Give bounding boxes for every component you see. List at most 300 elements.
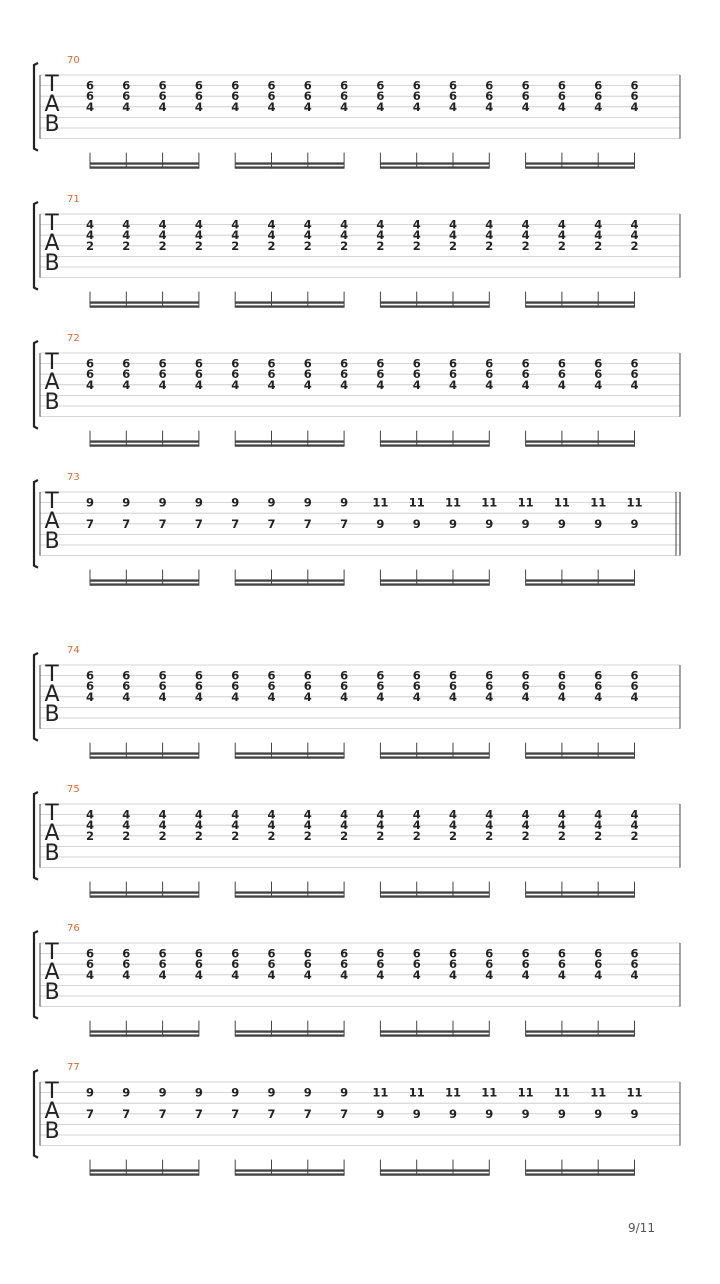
fret-number: 9 xyxy=(594,516,603,531)
fret-number: 4 xyxy=(376,377,385,392)
fret-number: 2 xyxy=(194,828,203,843)
fret-number: 4 xyxy=(448,967,458,982)
fret-number: 4 xyxy=(448,228,458,243)
fret-number: 11 xyxy=(444,495,462,510)
fret-number: 4 xyxy=(557,818,566,833)
fret-number: 4 xyxy=(122,818,131,833)
fret-number: 2 xyxy=(158,238,167,253)
fret-number: 2 xyxy=(267,238,276,253)
system-bracket xyxy=(34,931,38,1019)
fret-number: 4 xyxy=(630,967,639,982)
fret-number: 9 xyxy=(521,516,530,531)
tab-clef-a: A xyxy=(44,370,60,395)
fret-number: 6 xyxy=(231,679,240,694)
fret-number: 4 xyxy=(194,689,203,704)
tab-clef-b: B xyxy=(44,529,60,554)
fret-number: 6 xyxy=(231,668,240,683)
fret-number: 4 xyxy=(340,217,349,232)
fret-number: 9 xyxy=(412,1106,421,1121)
fret-number: 6 xyxy=(557,668,566,683)
fret-number: 6 xyxy=(303,89,312,104)
fret-number: 6 xyxy=(267,946,276,961)
fret-number: 4 xyxy=(158,217,167,232)
fret-number: 4 xyxy=(194,377,203,392)
fret-number: 4 xyxy=(412,967,421,982)
fret-number: 6 xyxy=(340,668,349,683)
fret-number: 2 xyxy=(485,238,494,253)
fret-number: 4 xyxy=(630,818,639,833)
fret-number: 2 xyxy=(158,828,167,843)
fret-number: 4 xyxy=(630,807,639,822)
fret-number: 6 xyxy=(303,679,312,694)
fret-number: 6 xyxy=(303,78,312,93)
tab-system xyxy=(34,923,680,1037)
fret-number: 6 xyxy=(194,668,203,683)
fret-number: 6 xyxy=(158,89,167,104)
fret-number: 6 xyxy=(412,356,421,371)
fret-number: 6 xyxy=(85,946,95,961)
fret-number: 6 xyxy=(630,89,639,104)
fret-number: 6 xyxy=(557,946,566,961)
fret-number: 4 xyxy=(267,689,276,704)
tab-clef-t: T xyxy=(45,662,59,687)
fret-number: 6 xyxy=(557,679,566,694)
fret-number: 6 xyxy=(340,89,349,104)
fret-number: 6 xyxy=(521,89,530,104)
fret-number: 4 xyxy=(521,377,530,392)
fret-number: 9 xyxy=(448,516,458,531)
fret-number: 6 xyxy=(448,356,458,371)
fret-number: 4 xyxy=(303,99,312,114)
fret-number: 2 xyxy=(521,828,530,843)
fret-number: 6 xyxy=(594,356,603,371)
fret-number: 4 xyxy=(85,377,95,392)
fret-number: 2 xyxy=(340,828,349,843)
fret-number: 4 xyxy=(340,99,349,114)
fret-number: 4 xyxy=(158,689,167,704)
fret-number: 4 xyxy=(340,689,349,704)
fret-number: 4 xyxy=(594,99,603,114)
fret-number: 7 xyxy=(267,516,276,531)
fret-number: 4 xyxy=(485,377,494,392)
fret-number: 4 xyxy=(340,818,349,833)
fret-number: 6 xyxy=(267,356,276,371)
fret-number: 6 xyxy=(267,89,276,104)
fret-number: 11 xyxy=(553,495,570,510)
fret-number: 4 xyxy=(158,818,167,833)
fret-number: 6 xyxy=(303,367,312,382)
fret-number: 6 xyxy=(521,679,530,694)
fret-number: 6 xyxy=(267,679,276,694)
fret-number: 4 xyxy=(231,818,240,833)
fret-number: 9 xyxy=(158,1085,167,1100)
fret-number: 6 xyxy=(485,957,494,972)
fret-number: 4 xyxy=(412,818,421,833)
fret-number: 6 xyxy=(194,78,203,93)
fret-number: 7 xyxy=(340,516,349,531)
fret-number: 6 xyxy=(594,957,603,972)
fret-number: 6 xyxy=(85,89,95,104)
fret-number: 6 xyxy=(630,356,639,371)
fret-number: 2 xyxy=(521,238,530,253)
fret-number: 11 xyxy=(590,1085,607,1100)
fret-number: 6 xyxy=(594,946,603,961)
fret-number: 9 xyxy=(448,1106,458,1121)
fret-number: 6 xyxy=(557,957,566,972)
fret-number: 2 xyxy=(340,238,349,253)
fret-number: 9 xyxy=(340,1085,349,1100)
fret-number: 6 xyxy=(303,668,312,683)
fret-number: 6 xyxy=(158,356,167,371)
system-bracket xyxy=(34,1070,38,1158)
tab-clef-t: T xyxy=(45,211,59,236)
fret-number: 4 xyxy=(194,818,203,833)
fret-number: 2 xyxy=(630,828,639,843)
fret-number: 2 xyxy=(412,238,421,253)
fret-number: 6 xyxy=(521,668,530,683)
fret-number: 4 xyxy=(122,228,131,243)
fret-number: 6 xyxy=(412,679,421,694)
fret-number: 4 xyxy=(340,967,349,982)
tab-clef-a: A xyxy=(44,231,60,256)
fret-number: 4 xyxy=(303,967,312,982)
tab-system xyxy=(34,194,680,308)
fret-number: 4 xyxy=(303,689,312,704)
fret-number: 4 xyxy=(376,818,385,833)
system-bracket xyxy=(34,792,38,880)
fret-number: 6 xyxy=(85,957,95,972)
fret-number: 11 xyxy=(517,495,534,510)
fret-number: 9 xyxy=(194,495,203,510)
fret-number: 4 xyxy=(485,818,494,833)
fret-number: 6 xyxy=(485,946,494,961)
fret-number: 6 xyxy=(485,89,494,104)
fret-number: 2 xyxy=(122,828,131,843)
fret-number: 6 xyxy=(485,356,494,371)
fret-number: 6 xyxy=(303,957,312,972)
fret-number: 4 xyxy=(448,807,458,822)
fret-number: 4 xyxy=(521,228,530,243)
fret-number: 6 xyxy=(485,367,494,382)
fret-number: 6 xyxy=(194,367,203,382)
fret-number: 11 xyxy=(408,495,425,510)
fret-number: 6 xyxy=(85,356,95,371)
fret-number: 2 xyxy=(85,238,95,253)
fret-number: 6 xyxy=(158,367,167,382)
tab-clef-b: B xyxy=(44,390,60,415)
fret-number: 6 xyxy=(448,946,458,961)
fret-number: 4 xyxy=(412,99,421,114)
fret-number: 11 xyxy=(444,1085,462,1100)
fret-number: 2 xyxy=(630,238,639,253)
system-bracket xyxy=(34,341,38,429)
fret-number: 4 xyxy=(376,689,385,704)
fret-number: 6 xyxy=(340,367,349,382)
fret-number: 7 xyxy=(122,516,131,531)
tab-system xyxy=(34,1062,680,1176)
measure-number: 73 xyxy=(67,472,80,483)
fret-number: 6 xyxy=(122,356,131,371)
fret-number: 7 xyxy=(340,1106,349,1121)
fret-number: 4 xyxy=(412,689,421,704)
fret-number: 2 xyxy=(412,828,421,843)
system-bracket xyxy=(34,202,38,290)
fret-number: 4 xyxy=(594,807,603,822)
fret-number: 7 xyxy=(85,1106,95,1121)
fret-number: 4 xyxy=(231,689,240,704)
fret-number: 9 xyxy=(85,1085,95,1100)
fret-number: 4 xyxy=(85,967,95,982)
fret-number: 6 xyxy=(557,356,566,371)
fret-number: 7 xyxy=(303,516,312,531)
fret-number: 4 xyxy=(448,818,458,833)
fret-number: 4 xyxy=(448,377,458,392)
fret-number: 6 xyxy=(231,367,240,382)
fret-number: 2 xyxy=(303,828,312,843)
fret-number: 9 xyxy=(521,1106,530,1121)
tab-clef-t: T xyxy=(45,801,59,826)
system-bracket xyxy=(34,653,38,741)
measure-number: 75 xyxy=(67,784,80,795)
fret-number: 4 xyxy=(122,807,131,822)
fret-number: 4 xyxy=(194,807,203,822)
fret-number: 4 xyxy=(267,217,276,232)
fret-number: 11 xyxy=(481,495,498,510)
fret-number: 4 xyxy=(85,807,95,822)
fret-number: 4 xyxy=(594,818,603,833)
fret-number: 4 xyxy=(303,807,312,822)
fret-number: 4 xyxy=(557,807,566,822)
fret-number: 4 xyxy=(340,228,349,243)
fret-number: 6 xyxy=(340,957,349,972)
fret-number: 4 xyxy=(267,818,276,833)
fret-number: 6 xyxy=(448,957,458,972)
fret-number: 6 xyxy=(376,356,385,371)
fret-number: 6 xyxy=(194,946,203,961)
fret-number: 4 xyxy=(485,689,494,704)
fret-number: 6 xyxy=(231,946,240,961)
fret-number: 4 xyxy=(194,967,203,982)
fret-number: 6 xyxy=(231,356,240,371)
tab-system xyxy=(34,472,680,586)
fret-number: 2 xyxy=(557,828,566,843)
fret-number: 6 xyxy=(85,367,95,382)
fret-number: 2 xyxy=(231,828,240,843)
fret-number: 4 xyxy=(485,217,494,232)
fret-number: 11 xyxy=(372,495,389,510)
fret-number: 6 xyxy=(485,668,494,683)
fret-number: 6 xyxy=(630,957,639,972)
fret-number: 9 xyxy=(231,495,240,510)
fret-number: 6 xyxy=(122,89,131,104)
fret-number: 6 xyxy=(85,78,95,93)
fret-number: 4 xyxy=(630,99,639,114)
fret-number: 4 xyxy=(630,217,639,232)
fret-number: 4 xyxy=(630,377,639,392)
fret-number: 4 xyxy=(122,217,131,232)
fret-number: 7 xyxy=(194,1106,203,1121)
tab-clef-t: T xyxy=(45,72,59,97)
fret-number: 4 xyxy=(158,228,167,243)
fret-number: 4 xyxy=(303,818,312,833)
fret-number: 9 xyxy=(267,1085,276,1100)
fret-number: 6 xyxy=(376,78,385,93)
fret-number: 2 xyxy=(85,828,95,843)
fret-number: 6 xyxy=(521,78,530,93)
fret-number: 6 xyxy=(267,78,276,93)
fret-number: 6 xyxy=(630,367,639,382)
fret-number: 6 xyxy=(557,367,566,382)
fret-number: 6 xyxy=(340,78,349,93)
fret-number: 4 xyxy=(85,217,95,232)
fret-number: 4 xyxy=(122,967,131,982)
fret-number: 4 xyxy=(485,228,494,243)
fret-number: 4 xyxy=(303,228,312,243)
fret-number: 4 xyxy=(85,99,95,114)
fret-number: 9 xyxy=(594,1106,603,1121)
fret-number: 6 xyxy=(267,668,276,683)
fret-number: 6 xyxy=(194,89,203,104)
fret-number: 4 xyxy=(267,377,276,392)
fret-number: 6 xyxy=(448,89,458,104)
fret-number: 4 xyxy=(594,689,603,704)
fret-number: 9 xyxy=(158,495,167,510)
fret-number: 6 xyxy=(448,679,458,694)
fret-number: 6 xyxy=(412,946,421,961)
fret-number: 4 xyxy=(231,967,240,982)
fret-number: 11 xyxy=(553,1085,570,1100)
tab-clef-a: A xyxy=(44,960,60,985)
fret-number: 6 xyxy=(448,367,458,382)
tab-clef-b: B xyxy=(44,702,60,727)
fret-number: 4 xyxy=(158,377,167,392)
fret-number: 2 xyxy=(376,828,385,843)
fret-number: 4 xyxy=(557,228,566,243)
fret-number: 4 xyxy=(267,807,276,822)
fret-number: 11 xyxy=(590,495,607,510)
fret-number: 6 xyxy=(485,78,494,93)
fret-number: 4 xyxy=(122,377,131,392)
fret-number: 9 xyxy=(303,1085,312,1100)
tab-system xyxy=(34,645,680,759)
fret-number: 9 xyxy=(376,1106,385,1121)
fret-number: 9 xyxy=(412,516,421,531)
fret-number: 4 xyxy=(521,99,530,114)
fret-number: 6 xyxy=(521,957,530,972)
fret-number: 4 xyxy=(122,99,131,114)
fret-number: 4 xyxy=(557,967,566,982)
measure-number: 77 xyxy=(67,1062,80,1073)
fret-number: 6 xyxy=(122,367,131,382)
fret-number: 11 xyxy=(626,1085,643,1100)
fret-number: 11 xyxy=(408,1085,425,1100)
fret-number: 6 xyxy=(303,356,312,371)
tab-clef-b: B xyxy=(44,112,60,137)
fret-number: 4 xyxy=(194,217,203,232)
fret-number: 6 xyxy=(557,89,566,104)
fret-number: 4 xyxy=(521,967,530,982)
fret-number: 7 xyxy=(194,516,203,531)
fret-number: 6 xyxy=(412,78,421,93)
fret-number: 4 xyxy=(85,689,95,704)
fret-number: 4 xyxy=(158,99,167,114)
fret-number: 6 xyxy=(594,679,603,694)
fret-number: 7 xyxy=(303,1106,312,1121)
fret-number: 4 xyxy=(485,967,494,982)
fret-number: 9 xyxy=(485,516,494,531)
fret-number: 9 xyxy=(85,495,95,510)
fret-number: 6 xyxy=(122,78,131,93)
fret-number: 9 xyxy=(557,516,566,531)
fret-number: 4 xyxy=(557,217,566,232)
fret-number: 4 xyxy=(594,228,603,243)
fret-number: 4 xyxy=(376,228,385,243)
fret-number: 6 xyxy=(376,957,385,972)
fret-number: 7 xyxy=(231,516,240,531)
fret-number: 4 xyxy=(448,217,458,232)
fret-number: 4 xyxy=(521,807,530,822)
fret-number: 4 xyxy=(376,217,385,232)
tab-system xyxy=(34,784,680,898)
fret-number: 6 xyxy=(122,679,131,694)
tab-clef-b: B xyxy=(44,1119,60,1144)
fret-number: 9 xyxy=(122,1085,131,1100)
fret-number: 9 xyxy=(557,1106,566,1121)
fret-number: 6 xyxy=(231,78,240,93)
tab-system xyxy=(34,333,680,447)
fret-number: 11 xyxy=(517,1085,534,1100)
fret-number: 6 xyxy=(267,367,276,382)
fret-number: 2 xyxy=(448,828,458,843)
fret-number: 6 xyxy=(376,679,385,694)
system-bracket xyxy=(34,63,38,151)
fret-number: 9 xyxy=(485,1106,494,1121)
fret-number: 4 xyxy=(340,807,349,822)
fret-number: 4 xyxy=(594,217,603,232)
fret-number: 6 xyxy=(376,367,385,382)
tab-clef-a: A xyxy=(44,1099,60,1124)
page-number: 9/11 xyxy=(628,1221,655,1235)
fret-number: 11 xyxy=(372,1085,389,1100)
fret-number: 6 xyxy=(521,356,530,371)
fret-number: 6 xyxy=(594,668,603,683)
system-bracket xyxy=(34,480,38,568)
tab-clef-b: B xyxy=(44,980,60,1005)
fret-number: 9 xyxy=(630,516,639,531)
fret-number: 7 xyxy=(267,1106,276,1121)
measure-number: 70 xyxy=(67,55,80,66)
fret-number: 4 xyxy=(267,99,276,114)
fret-number: 4 xyxy=(412,377,421,392)
fret-number: 6 xyxy=(630,668,639,683)
fret-number: 6 xyxy=(158,957,167,972)
fret-number: 9 xyxy=(376,516,385,531)
fret-number: 4 xyxy=(303,377,312,392)
fret-number: 7 xyxy=(122,1106,131,1121)
fret-number: 4 xyxy=(231,377,240,392)
fret-number: 9 xyxy=(194,1085,203,1100)
fret-number: 6 xyxy=(122,668,131,683)
fret-number: 6 xyxy=(630,946,639,961)
fret-number: 4 xyxy=(485,99,494,114)
fret-number: 9 xyxy=(630,1106,639,1121)
fret-number: 6 xyxy=(557,78,566,93)
fret-number: 4 xyxy=(194,228,203,243)
measure-number: 71 xyxy=(67,194,80,205)
fret-number: 4 xyxy=(521,689,530,704)
fret-number: 6 xyxy=(340,356,349,371)
tab-clef-t: T xyxy=(45,1079,59,1104)
